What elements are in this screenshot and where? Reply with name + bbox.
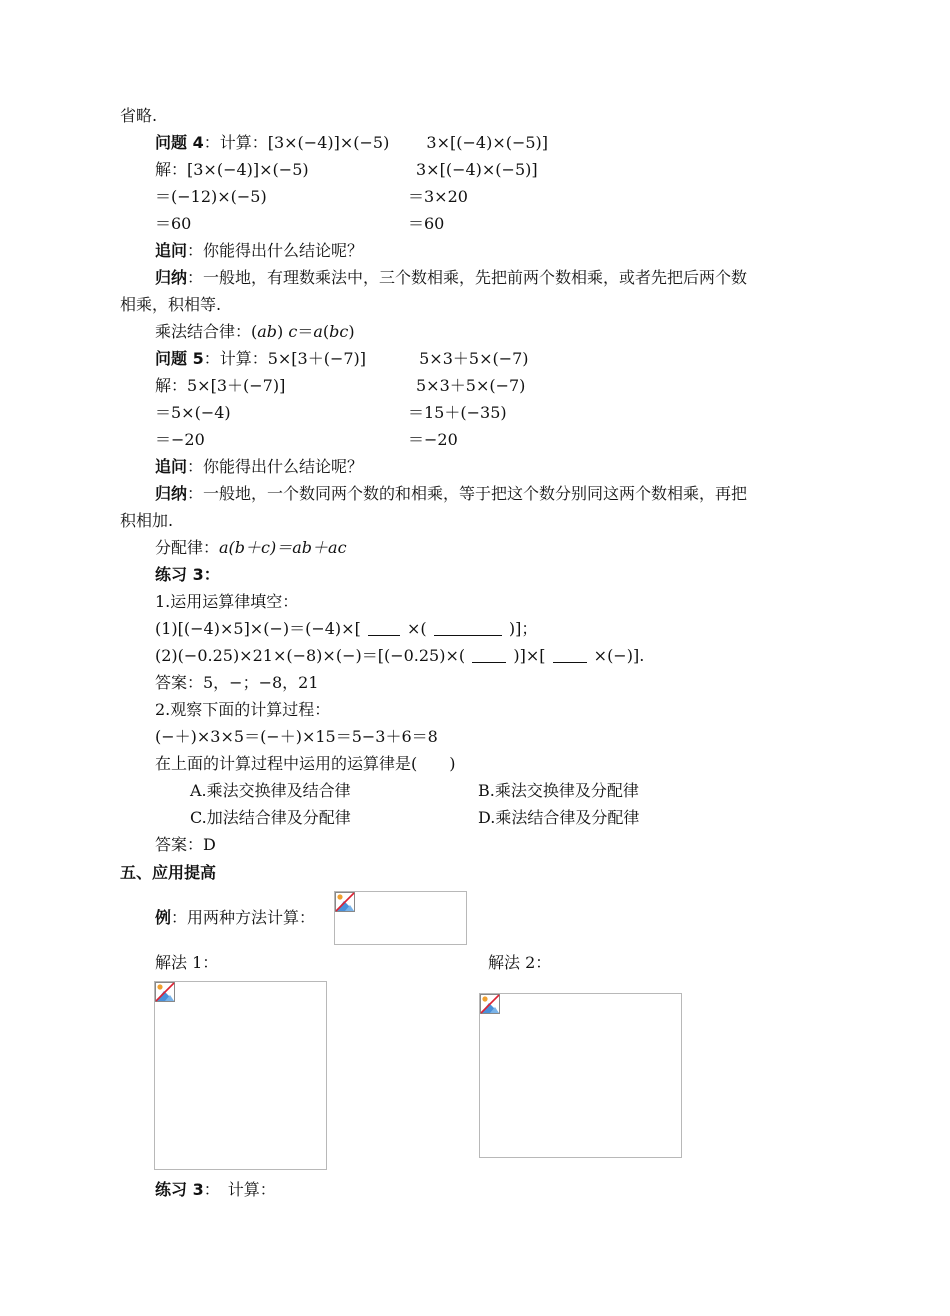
var-a: a — [313, 322, 323, 341]
law-equals: ＝ — [297, 322, 314, 341]
question-5 — [155, 349, 529, 369]
option-d: D.乘法结合律及分配律 — [478, 808, 640, 827]
question-text: ：计算：5×[3＋(−7)] 5×3＋5×(−7) — [203, 349, 529, 368]
summary-4-continued: 相乘，积相等. — [120, 295, 222, 314]
fill-blank — [434, 621, 502, 636]
solution-5-step-2a: ＝5×(−4) — [155, 403, 231, 422]
solution-4-step-3b: ＝60 — [408, 214, 445, 233]
broken-image-icon — [480, 994, 500, 1014]
solution-5-step-3a: ＝−20 — [155, 430, 205, 449]
follow-up-4 — [155, 241, 363, 261]
fill-text: ×(−)]. — [593, 646, 645, 665]
solution-4-step-2a: ＝(−12)×(−5) — [155, 187, 267, 206]
fill-text: ×( — [407, 619, 427, 638]
fill-blank — [368, 621, 400, 636]
summary-4 — [155, 268, 747, 288]
fill-text: )]； — [508, 619, 538, 638]
exercise-3-q1-part1 — [155, 619, 537, 639]
solution-method-1-label: 解法 1： — [155, 953, 219, 972]
exercise-3-q1: 1.运用运算律填空： — [155, 592, 299, 611]
text-omitted: 省略. — [120, 106, 158, 125]
fill-text: (1)[(−4)×5]×(−)＝(−4)×[ — [155, 619, 361, 638]
solution-1-image — [154, 981, 327, 1170]
associative-law — [155, 322, 355, 342]
exercise-3-q1-part2 — [155, 646, 644, 666]
exercise-3-q2: 2.观察下面的计算过程： — [155, 700, 331, 719]
exercise-3-answer-1: 答案：5，−；−8，21 — [155, 673, 319, 692]
exercise-3-title: 练习 3： — [155, 565, 220, 584]
solution-5-step-1b: 5×3＋5×(−7) — [416, 376, 526, 395]
exercise-3-answer-2: 答案：D — [155, 835, 216, 854]
law-open-paren: ( — [322, 322, 330, 341]
follow-up-5 — [155, 457, 363, 477]
follow-up-text: ：你能得出什么结论呢？ — [187, 241, 364, 260]
example-prompt — [155, 908, 315, 928]
fill-blank — [553, 648, 587, 663]
fill-text: (2)(−0.25)×21×(−8)×(−)＝[(−0.25)×( — [155, 646, 466, 665]
exercise-3-ask: 在上面的计算过程中运用的运算律是( ) — [155, 754, 456, 773]
option-c: C.加法结合律及分配律 — [190, 808, 351, 827]
solution-2-image — [479, 993, 682, 1158]
var-c: c — [288, 322, 298, 341]
var-bc: bc — [329, 322, 349, 341]
solution-5-step-2b: ＝15＋(−35) — [408, 403, 507, 422]
solution-4-step-3a: ＝60 — [155, 214, 192, 233]
solution-4-step-1b: 3×[(−4)×(−5)] — [416, 160, 538, 179]
question-4 — [155, 133, 548, 153]
summary-5 — [155, 484, 747, 504]
solution-method-2-label: 解法 2： — [488, 953, 552, 972]
law-close-paren: ) — [277, 322, 289, 341]
follow-up-label: 追问 — [155, 241, 188, 260]
law-expression: a(b＋c)＝ab＋ac — [219, 538, 347, 557]
solution-5-step-3b: ＝−20 — [408, 430, 458, 449]
question-label: 问题 4 — [155, 133, 204, 152]
summary-5-continued: 积相加. — [120, 511, 174, 530]
question-text: ：计算：[3×(−4)]×(−5) 3×[(−4)×(−5)] — [203, 133, 549, 152]
law-prefix: 乘法结合律：( — [155, 322, 258, 341]
follow-up-text: ：你能得出什么结论呢？ — [187, 457, 364, 476]
exercise-3-calc: (−＋)×3×5＝(−＋)×15＝5−3＋6＝8 — [155, 727, 438, 746]
section-5-heading: 五、应用提高 — [120, 863, 217, 882]
summary-text: ：一般地，有理数乘法中，三个数相乘，先把前两个数相乘，或者先把后两个数 — [187, 268, 748, 287]
broken-image-icon — [335, 892, 355, 912]
law-close: ) — [348, 322, 355, 341]
summary-label: 归纳 — [155, 268, 188, 287]
summary-text: ：一般地，一个数同两个数的和相乘，等于把这个数分别同这两个数相乘，再把 — [187, 484, 748, 503]
summary-label: 归纳 — [155, 484, 188, 503]
solution-5-step-1a: 解：5×[3＋(−7)] — [155, 376, 286, 395]
law-prefix: 分配律： — [155, 538, 220, 557]
example-text: ：用两种方法计算： — [171, 908, 316, 927]
solution-4-step-2b: ＝3×20 — [408, 187, 468, 206]
exercise-label: 练习 3 — [155, 1180, 204, 1199]
fill-blank — [472, 648, 506, 663]
option-b: B.乘法交换律及分配律 — [478, 781, 639, 800]
broken-image-icon — [155, 982, 175, 1002]
var-ab: ab — [257, 322, 278, 341]
option-a: A.乘法交换律及结合律 — [190, 781, 351, 800]
exercise-text: ： 计算： — [203, 1180, 276, 1199]
question-label: 问题 5 — [155, 349, 204, 368]
fill-text: )]×[ — [513, 646, 546, 665]
follow-up-label: 追问 — [155, 457, 188, 476]
example-image — [334, 891, 467, 945]
exercise-3b — [155, 1180, 276, 1200]
solution-4-step-1a: 解：[3×(−4)]×(−5) — [155, 160, 309, 179]
distributive-law — [155, 538, 347, 558]
example-label: 例 — [155, 908, 172, 927]
